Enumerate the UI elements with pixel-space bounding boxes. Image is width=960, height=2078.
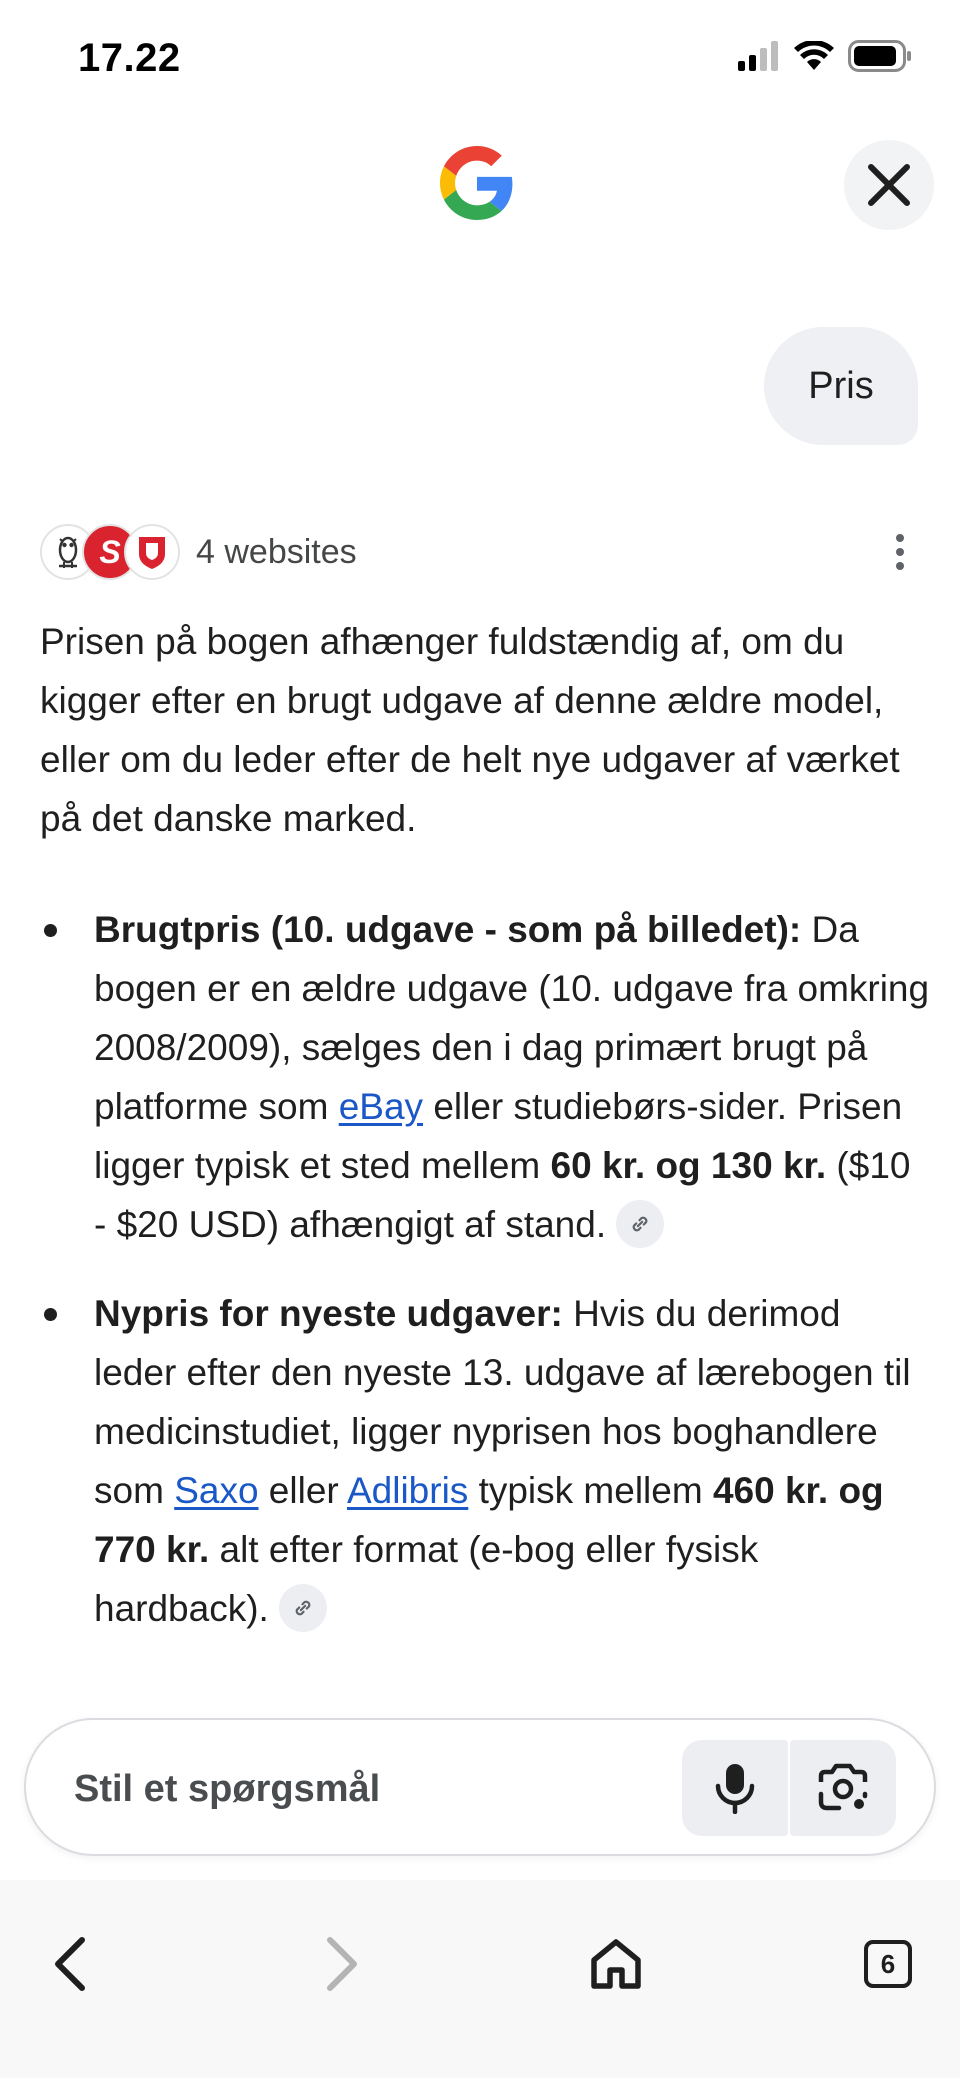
price-range: 60 kr. og 130 kr. <box>550 1145 827 1186</box>
sources-button[interactable] <box>40 522 357 582</box>
home-button[interactable] <box>576 1924 656 2004</box>
bullet-heading: Nypris for nyeste udgaver: <box>94 1293 563 1334</box>
cellular-signal-icon <box>738 41 780 71</box>
sources-count: 4 websites <box>196 532 357 571</box>
tabs-button[interactable] <box>848 1924 928 2004</box>
mic-button[interactable] <box>682 1740 788 1836</box>
close-icon <box>867 163 911 207</box>
answer-bullets <box>40 900 930 1638</box>
ai-answer <box>40 612 930 1638</box>
more-options-button[interactable] <box>880 526 920 578</box>
more-vert-icon <box>896 534 904 542</box>
content-fade <box>0 1640 960 1700</box>
chevron-right-icon <box>320 1934 364 1994</box>
bullet-new-price: Nypris for nyeste udgaver: Hvis du derimod leder efter den nyeste 13. udgave af lærebogen til medicinstudiet, ligger nyprisen hos boghandlere som Saxo eller Adlibris typisk mellem 460 kr. og 770 kr. alt efter format (e-bog eller fysisk hardback). <box>40 1284 930 1638</box>
user-query-bubble: Pris <box>764 327 918 445</box>
status-time: 17.22 <box>78 36 181 80</box>
home-icon <box>588 1936 644 1992</box>
svg-text:S: S <box>99 534 121 570</box>
battery-icon <box>848 40 912 72</box>
citation-chip[interactable] <box>616 1200 664 1248</box>
link-ebay[interactable]: eBay <box>338 1086 424 1127</box>
citation-chip[interactable] <box>279 1584 327 1632</box>
link-adlibris[interactable]: Adlibris <box>346 1470 469 1511</box>
status-bar <box>0 0 960 120</box>
status-icons <box>738 40 912 72</box>
link-saxo[interactable]: Saxo <box>174 1470 259 1511</box>
close-button[interactable] <box>844 140 934 230</box>
forward-button[interactable] <box>302 1924 382 2004</box>
lens-button[interactable] <box>790 1740 896 1836</box>
google-g-icon <box>440 146 514 220</box>
ask-bar <box>24 1718 936 1856</box>
bullet-used-price: Brugtpris (10. udgave - som på billedet): Da bogen er en ældre udgave (10. udgave fra omkring 2008/2009), sælges den i dag primært brugt på platforme som eBay eller studiebørs-sider. Prisen ligger typisk et sted mellem 60 kr. og 130 kr. ($10 - $20 USD) afhængigt af stand. <box>40 900 930 1254</box>
price-range: 460 kr. og 770 kr. <box>94 1470 884 1570</box>
answer-intro: Prisen på bogen afhænger fuldstændig af, om du kigger efter en brugt udgave af denne ældre model, eller om du leder efter de helt nye udgaver af værket på det danske marked. <box>40 621 900 839</box>
bottom-nav <box>0 1880 960 2078</box>
shield-logo-icon <box>124 524 180 580</box>
tab-count: 6 <box>864 1940 912 1988</box>
ask-input[interactable] <box>74 1754 634 1824</box>
chevron-left-icon <box>48 1934 92 1994</box>
microphone-icon <box>713 1762 757 1814</box>
link-icon <box>627 1211 653 1237</box>
back-button[interactable] <box>30 1924 110 2004</box>
bullet-heading: Brugtpris (10. udgave - som på billedet): <box>94 909 802 950</box>
wifi-icon <box>794 41 834 71</box>
google-lens-icon <box>817 1762 869 1814</box>
link-icon <box>290 1595 316 1621</box>
